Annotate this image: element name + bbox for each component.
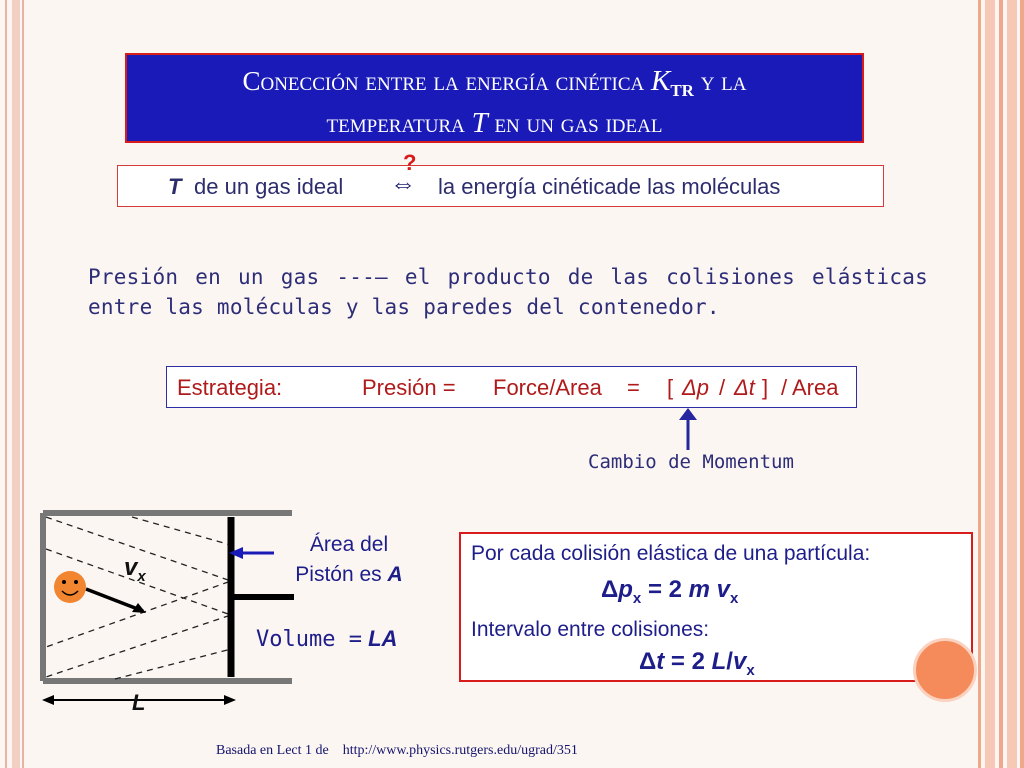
- right-stripe-4: [1007, 0, 1017, 768]
- strategy-formula-c: =: [627, 375, 640, 400]
- momentum-pointer-arrow-icon: [676, 408, 700, 450]
- info-line-3: Intervalo entre colisiones:: [471, 618, 710, 641]
- particle-smiley-icon: [54, 571, 86, 603]
- left-stripe-wide: [12, 0, 20, 768]
- collision-info-box: [459, 532, 973, 682]
- right-stripe-3: [999, 0, 1003, 768]
- length-label: L: [132, 690, 146, 715]
- piston-diagram: [20, 505, 300, 727]
- right-stripe-5: [1020, 0, 1024, 768]
- strategy-slash: /: [719, 375, 726, 400]
- interval-equation: Δt = 2 $L/v_x$: [639, 648, 755, 679]
- footer-link[interactable]: http://www.physics.rutgers.edu/ugrad/351: [342, 743, 578, 758]
- strategy-bracket-close: ]: [762, 375, 769, 400]
- strategy-delta-p: Δp: [682, 375, 709, 400]
- equivalence-arrow-icon: ⇔: [390, 168, 416, 198]
- slide-title: [125, 53, 864, 143]
- pressure-paragraph: Presión en un gas ---– el producto de las colisiones elásticas entre las moléculas y las paredes del contenedor.: [88, 265, 928, 319]
- right-stripe-1: [978, 0, 981, 768]
- strategy-formula-a: Presión =: [362, 375, 456, 400]
- strategy-bracket-open: [: [667, 375, 674, 400]
- left-stripe-thin: [5, 0, 7, 768]
- footer: Basada en Lect 1 de http://www.physics.rutgers.edu/ugrad/351: [216, 743, 578, 758]
- strategy-formula-b: Force/Area: [493, 375, 602, 400]
- orange-circle-decoration: [913, 638, 977, 702]
- relation-left-text: de un gas ideal: [194, 174, 344, 199]
- relation-question-mark: ?: [403, 150, 417, 175]
- relation-box: [117, 165, 884, 207]
- strategy-delta-t: Δt: [734, 375, 755, 400]
- info-line-1: Por cada colisión elástica de una partícula:: [471, 542, 871, 565]
- momentum-note: Cambio de Momentum: [588, 451, 794, 473]
- strategy-tail: / Area: [781, 375, 839, 400]
- volume-label: Volume = LA: [256, 626, 398, 652]
- velocity-label: $v_x$: [124, 554, 146, 585]
- momentum-equation: $\Delta p_x = 2$ m $v_x$: [601, 576, 739, 607]
- relation-t-symbol: T: [168, 174, 182, 199]
- relation-right-text: la energía cinéticade las moléculas: [438, 174, 781, 199]
- title-line-2: temperatura T en un gas ideal: [326, 107, 663, 139]
- velocity-arrow-icon: [86, 589, 146, 613]
- strategy-label: Estrategia:: [177, 375, 283, 400]
- strategy-box: [166, 366, 857, 408]
- right-stripe-2: [985, 0, 995, 768]
- title-line-1: Conección entre la energía cinética $K_{TR}$ y la: [242, 65, 747, 100]
- piston-area-label: Área del Pistón es A: [295, 533, 403, 586]
